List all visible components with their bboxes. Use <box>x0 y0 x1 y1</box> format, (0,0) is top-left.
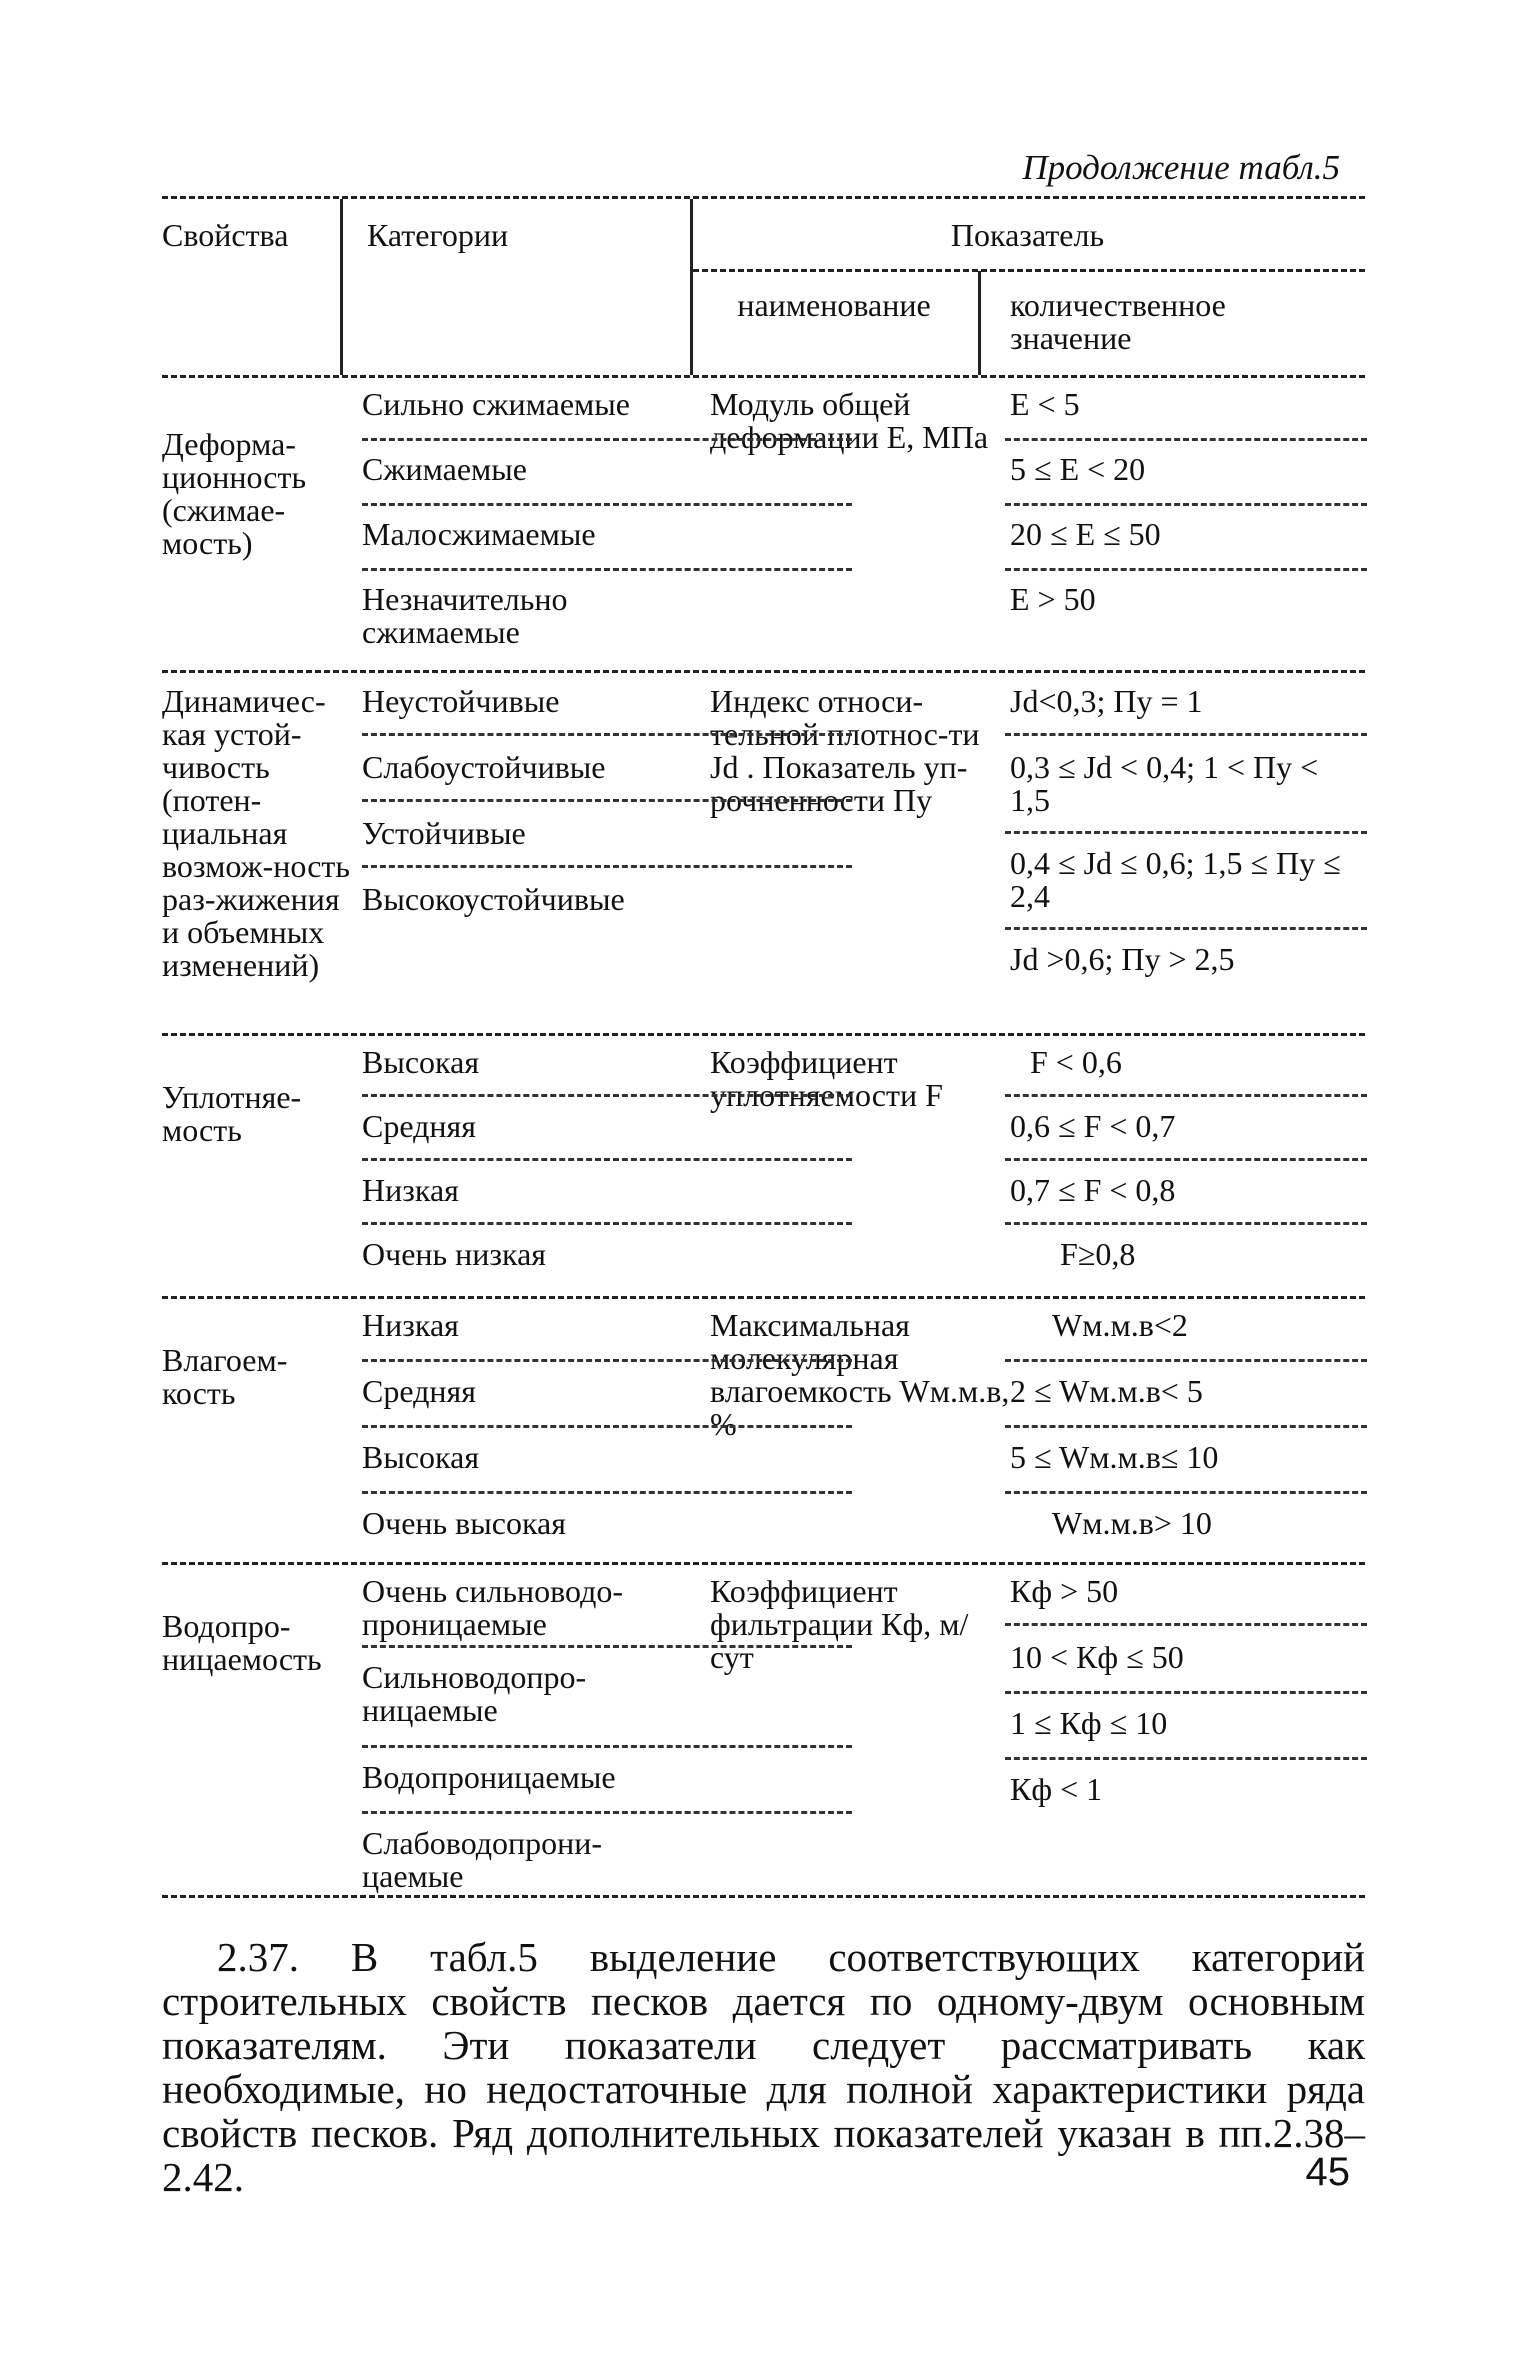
table-row <box>162 378 1365 670</box>
row-category: Очень низкая <box>362 1236 546 1272</box>
category-separator <box>362 733 852 736</box>
row-category: Высокая <box>362 1044 480 1080</box>
row-category: Сильноводопро-ницаемые <box>362 1659 587 1728</box>
category-separator <box>362 1645 852 1648</box>
value-separator <box>1005 1359 1367 1362</box>
body-paragraph <box>162 1935 1365 2199</box>
header-value: количественное значение <box>1010 287 1226 356</box>
table-row <box>162 1299 1365 1562</box>
value-separator <box>1005 568 1367 571</box>
row-category: Неустойчивые <box>362 683 560 719</box>
row-indicator: Коэффициент уплотняемости F <box>710 1044 943 1113</box>
row-property: Уплотняе-мость <box>162 1079 302 1148</box>
page-number: 45 <box>1305 2150 1350 2194</box>
row-indicator: Индекс относи-тельной плотнос-ти Jd . Показатель уп-рочненности Пу <box>710 683 980 818</box>
row-category: Сильно сжимаемые <box>362 386 630 422</box>
value-separator <box>1005 503 1367 506</box>
value-separator <box>1005 1623 1367 1626</box>
header-category: Категории <box>367 217 509 253</box>
row-category: Средняя <box>362 1373 476 1409</box>
row-category: Незначительно сжимаемые <box>362 581 568 650</box>
category-separator <box>362 568 852 571</box>
properties-table <box>162 196 1365 1898</box>
table-row <box>162 673 1365 1033</box>
row-value: Кф > 50 <box>1010 1573 1119 1609</box>
row-category: Средняя <box>362 1108 476 1144</box>
row-category: Низкая <box>362 1307 459 1343</box>
row-value: 10 < Кф ≤ 50 <box>1010 1639 1184 1675</box>
row-value: Jd >0,6; Пу > 2,5 <box>1010 941 1235 977</box>
value-separator <box>1005 1425 1367 1428</box>
row-category: Очень сильноводо-проницаемые <box>362 1573 624 1642</box>
header-divider <box>978 271 981 375</box>
row-category: Очень высокая <box>362 1505 566 1541</box>
category-separator <box>362 1094 852 1097</box>
header-indicator: Показатель <box>950 217 1105 253</box>
row-value: Jd<0,3; Пу = 1 <box>1010 683 1203 719</box>
row-category: Малосжимаемые <box>362 516 596 552</box>
category-separator <box>362 1359 852 1362</box>
row-value: E > 50 <box>1010 581 1096 617</box>
row-value: 0,3 ≤ Jd < 0,4; 1 < Пу < 1,5 <box>1010 749 1319 818</box>
category-separator <box>362 1158 852 1161</box>
value-separator <box>1005 1094 1367 1097</box>
row-property: Влагоем-кость <box>162 1342 288 1411</box>
table-row <box>162 1036 1365 1296</box>
value-separator <box>1005 1757 1367 1760</box>
value-separator <box>1005 1491 1367 1494</box>
row-indicator: Максимальная молекулярная влагоемкость Wм.м.в, % <box>710 1307 1010 1442</box>
row-value: 5 ≤ E < 20 <box>1010 451 1146 487</box>
value-separator <box>1005 1222 1367 1225</box>
row-value: 20 ≤ E ≤ 50 <box>1010 516 1161 552</box>
row-category: Низкая <box>362 1172 459 1208</box>
row-value: 0,7 ≤ F < 0,8 <box>1010 1172 1176 1208</box>
table-bottom-rule <box>162 1895 1365 1898</box>
row-value: Кф < 1 <box>1010 1771 1103 1807</box>
row-category: Сжимаемые <box>362 451 527 487</box>
header-divider <box>340 199 343 375</box>
row-category: Слабоводопрони-цаемые <box>362 1825 603 1894</box>
row-category: Высокоустойчивые <box>362 881 625 917</box>
row-value: Wм.м.в<2 <box>1052 1307 1188 1343</box>
row-property: Деформа-ционность (сжимае-мость) <box>162 426 307 561</box>
category-separator <box>362 1745 852 1748</box>
header-name: наименование <box>737 287 931 323</box>
row-property: Водопро-ницаемость <box>162 1608 322 1677</box>
row-property: Динамичес-кая устой-чивость (потен-циальная возмож-ность раз-жижения и объемных изменений) <box>162 683 350 983</box>
header-property: Свойства <box>162 217 289 253</box>
value-separator <box>1005 438 1367 441</box>
category-separator <box>362 799 852 802</box>
row-indicator: Модуль общей деформации E, МПа <box>710 386 989 455</box>
row-value: E < 5 <box>1010 386 1080 422</box>
value-separator <box>1005 831 1367 834</box>
value-separator <box>1005 1691 1367 1694</box>
row-value: 1 ≤ Кф ≤ 10 <box>1010 1705 1168 1741</box>
table-caption: Продолжение табл.5 <box>1022 148 1340 187</box>
row-value: F < 0,6 <box>1030 1044 1122 1080</box>
category-separator <box>362 1811 852 1814</box>
row-category: Слабоустойчивые <box>362 749 606 785</box>
row-category: Водопроницаемые <box>362 1759 616 1795</box>
category-separator <box>362 438 852 441</box>
value-separator <box>1005 1158 1367 1161</box>
row-value: 2 ≤ Wм.м.в< 5 <box>1010 1373 1203 1409</box>
category-separator <box>362 1491 852 1494</box>
row-value: 5 ≤ Wм.м.в≤ 10 <box>1010 1439 1219 1475</box>
category-separator <box>362 865 852 868</box>
row-value: Wм.м.в> 10 <box>1052 1505 1212 1541</box>
category-separator <box>362 1222 852 1225</box>
category-separator <box>362 503 852 506</box>
row-indicator: Коэффициент фильтрации Кф, м/сут <box>710 1573 969 1675</box>
header-sub-rule <box>693 269 1365 272</box>
row-value: F≥0,8 <box>1060 1236 1136 1272</box>
row-value: 0,6 ≤ F < 0,7 <box>1010 1108 1176 1144</box>
table-row <box>162 1565 1365 1895</box>
row-category: Устойчивые <box>362 815 526 851</box>
paragraph-text: 2.37. В табл.5 выделение соответствующих категорий строительных свойств песков дается по одному-двум основным показателям. Эти показатели следует рассматривать как необходимые, но недостаточные для полной характеристики ряда свойств песков. Ряд дополнительных показателей указан в пп.2.38–2.42. <box>162 1934 1365 2200</box>
row-value: 0,4 ≤ Jd ≤ 0,6; 1,5 ≤ Пу ≤ 2,4 <box>1010 845 1341 914</box>
value-separator <box>1005 927 1367 930</box>
category-separator <box>362 1425 852 1428</box>
row-category: Высокая <box>362 1439 480 1475</box>
table-header <box>162 199 1365 375</box>
value-separator <box>1005 733 1367 736</box>
